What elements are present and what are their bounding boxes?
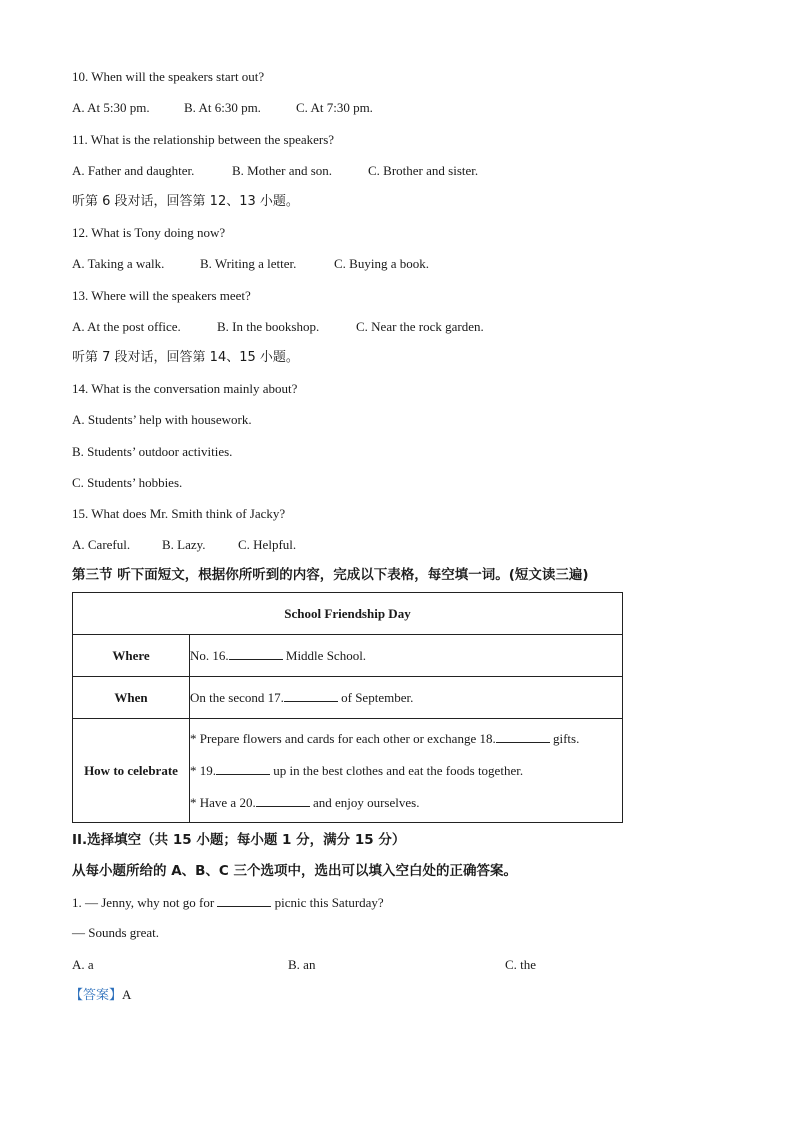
option-a: A. Taking a walk. xyxy=(72,256,165,271)
option-b: B. At 6:30 pm. xyxy=(184,100,261,115)
options-11 xyxy=(72,163,478,179)
options-15 xyxy=(72,537,296,553)
part-3-heading: 第三节 听下面短文，根据你所听到的内容，完成以下表格，每空填一词。(短文读三遍) xyxy=(72,567,589,583)
option-b: B. an xyxy=(288,957,316,972)
option-a: A. At 5:30 pm. xyxy=(72,100,150,115)
question-14: 14. What is the conversation mainly about? xyxy=(72,381,298,396)
options-10 xyxy=(72,100,373,116)
option-a: A. At the post office. xyxy=(72,319,181,334)
option-c: C. the xyxy=(505,957,537,972)
how-label: How to celebrate xyxy=(73,719,190,823)
answer-value: A xyxy=(122,987,132,1002)
how-item-1: * Prepare flowers and cards for each other or exchange 18. gifts. xyxy=(190,731,580,746)
blank-18[interactable] xyxy=(496,730,550,743)
how-value xyxy=(190,719,623,823)
option-a: A. Careful. xyxy=(72,537,131,552)
where-value: No. 16. Middle School. xyxy=(190,635,623,677)
table-title: School Friendship Day xyxy=(73,593,623,635)
blank-16[interactable] xyxy=(229,647,283,660)
friendship-day-table xyxy=(72,592,623,823)
option-c: C. At 7:30 pm. xyxy=(296,100,373,115)
answer-label: 【答案】 xyxy=(70,988,123,1003)
question-13: 13. Where will the speakers meet? xyxy=(72,288,251,303)
where-label: Where xyxy=(73,635,190,677)
blank-mc-1[interactable] xyxy=(217,894,271,907)
question-11: 11. What is the relationship between the speakers? xyxy=(72,132,335,147)
option-b: B. Mother and son. xyxy=(232,163,333,178)
section-7-instruction: 听第 7 段对话，回答第 14、15 小题。 xyxy=(72,350,299,365)
question-15: 15. What does Mr. Smith think of Jacky? xyxy=(72,506,286,521)
blank-19[interactable] xyxy=(216,762,270,775)
part-2-instruction: 从每小题所给的 A、B、C 三个选项中，选出可以填入空白处的正确答案。 xyxy=(72,863,518,879)
answer-line xyxy=(70,987,131,1004)
option-b: B. Lazy. xyxy=(162,537,206,552)
option-a: A. Father and daughter. xyxy=(72,163,195,178)
option-b: B. Writing a letter. xyxy=(200,256,297,271)
option-c: C. Buying a book. xyxy=(334,256,429,271)
option-c: C. Brother and sister. xyxy=(368,163,479,178)
blank-20[interactable] xyxy=(256,794,310,807)
mc-question-1: 1. — Jenny, why not go for picnic this Saturday? xyxy=(72,895,384,910)
option-a: A. a xyxy=(72,957,94,972)
when-label: When xyxy=(73,677,190,719)
mc-reply-1: — Sounds great. xyxy=(72,925,160,940)
section-6-instruction: 听第 6 段对话，回答第 12、13 小题。 xyxy=(72,194,299,209)
options-13 xyxy=(72,319,484,335)
part-2-title: II.选择填空（共 15 小题；每小题 1 分，满分 15 分） xyxy=(72,832,406,848)
option-c: C. Helpful. xyxy=(238,537,297,552)
question-10: 10. When will the speakers start out? xyxy=(72,69,265,84)
blank-17[interactable] xyxy=(284,689,338,702)
option-14-b: B. Students’ outdoor activities. xyxy=(72,444,233,459)
when-value: On the second 17. of September. xyxy=(190,677,623,719)
option-b: B. In the bookshop. xyxy=(217,319,320,334)
option-14-c: C. Students’ hobbies. xyxy=(72,475,183,490)
how-item-3: * Have a 20. and enjoy ourselves. xyxy=(190,795,420,810)
option-c: C. Near the rock garden. xyxy=(356,319,484,334)
mc-options-1 xyxy=(72,957,536,973)
question-12: 12. What is Tony doing now? xyxy=(72,225,226,240)
options-12 xyxy=(72,256,429,272)
how-item-2: * 19. up in the best clothes and eat the foods together. xyxy=(190,763,524,778)
option-14-a: A. Students’ help with housework. xyxy=(72,412,252,427)
